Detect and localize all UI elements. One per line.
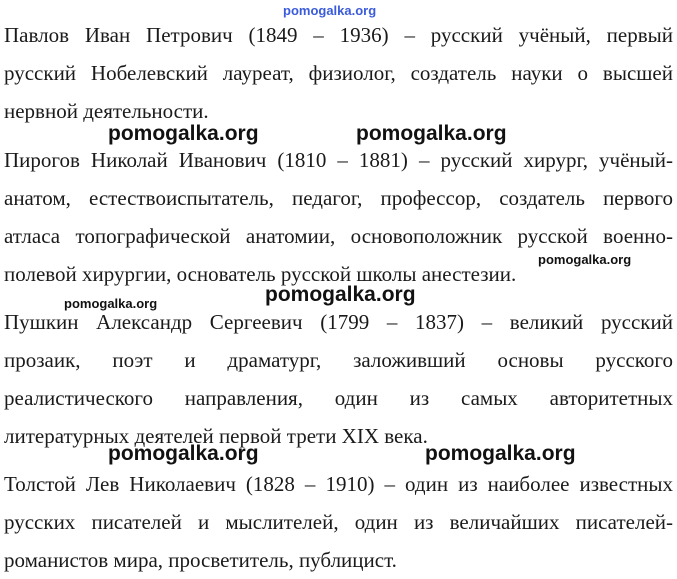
watermark-top: pomogalka.org — [283, 3, 377, 18]
text-line: романистов мира, просветитель, публицист. — [4, 548, 397, 572]
text-line: русских писателей и мыслителей, один из величайших писателей- — [4, 510, 673, 534]
text-line: реалистического направления, один из самых авторитетных — [4, 386, 673, 410]
watermark-4: pomogalka.org — [265, 283, 416, 306]
watermark-5: pomogalka.org — [64, 296, 158, 311]
watermark-2: pomogalka.org — [356, 122, 507, 145]
watermark-3: pomogalka.org — [538, 252, 632, 267]
watermark-6: pomogalka.org — [108, 442, 259, 465]
text-line: нервной деятельности. — [4, 99, 209, 123]
watermark-7: pomogalka.org — [425, 442, 576, 465]
text-line: русский Нобелевский лауреат, физиолог, создатель науки о высшей — [4, 61, 673, 85]
paragraph-pirogov — [4, 141, 673, 293]
text-line: полевой хирургии, основатель русской школы анестезии. — [4, 262, 517, 286]
text-line: Пушкин Александр Сергеевич (1799 – 1837) – великий русский — [4, 310, 673, 334]
text-line: Павлов Иван Петрович (1849 – 1936) – русский учёный, первый — [4, 23, 673, 47]
watermark-1: pomogalka.org — [108, 122, 259, 145]
text-line: литературных деятелей первой трети XIX века. — [4, 424, 428, 448]
paragraph-tolstoy — [4, 465, 673, 579]
paragraph-pushkin — [4, 303, 673, 455]
text-line: Пирогов Николай Иванович (1810 – 1881) – русский хирург, учёный- — [4, 148, 673, 172]
text-line: прозаик, поэт и драматург, заложивший основы русского — [4, 348, 673, 372]
text-line: анатом, естествоиспытатель, педагог, профессор, создатель первого — [4, 186, 673, 210]
text-line: атласа топографической анатомии, основоположник русской военно- — [4, 224, 673, 248]
paragraph-pavlov — [4, 16, 673, 130]
text-line: Толстой Лев Николаевич (1828 – 1910) – один из наиболее известных — [4, 472, 673, 496]
